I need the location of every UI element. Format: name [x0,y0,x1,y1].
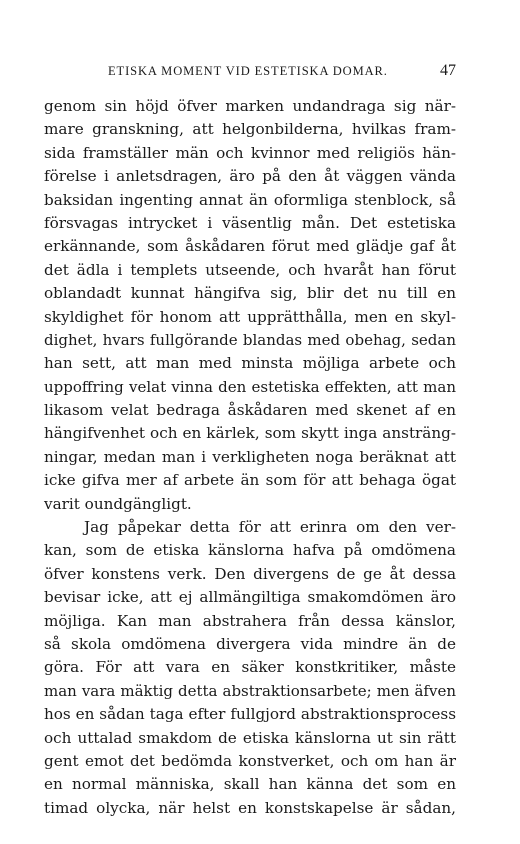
running-head [44,64,456,84]
text-line: oblandadt kunnat hängifva sig, blir det nu till en [44,284,456,303]
text-line: möjliga. Kan man abstrahera från dessa känslor, [44,611,456,630]
body-text [44,95,456,820]
paragraph-1 [44,95,456,516]
text-line: icke gifva mer af arbete än som för att behaga ögat [44,471,456,490]
text-line: han sett, att man med minsta möjliga arbete och [44,354,456,373]
text-line: göra. För att vara en säker konstkritiker, måste [44,658,456,677]
text-line: så skola omdömena divergera vida mindre än de [44,634,456,653]
text-line: likasom velat bedraga åskådaren med skenet af en [44,401,456,420]
text-line: erkännande, som åskådaren förut med glädje gaf åt [44,237,456,256]
text-line: hängifvenhet och en kärlek, som skytt inga ansträng- [44,424,456,443]
text-line: kan, som de etiska känslorna hafva på omdömena [44,541,456,560]
text-line: uppoffring velat vinna den estetiska effekten, att man [44,377,456,396]
text-line: försvagas intrycket i väsentlig mån. Det estetiska [44,213,456,232]
text-line: mare granskning, att helgonbilderna, hvilkas fram- [44,120,456,139]
page-number: 47 [440,62,456,79]
text-line: och uttalad smakdom de etiska känslorna ut sin rätt [44,728,456,747]
text-line: genom sin höjd öfver marken undandraga sig när- [44,97,456,115]
text-line: baksidan ingenting annat än oformliga stenblock, så [44,190,456,209]
text-line: en normal människa, skall han känna det som en [44,775,456,794]
text-line: man vara mäktig detta abstraktionsarbete; men äfven [44,681,456,700]
text-line: ningar, medan man i verkligheten noga beräknat att [44,447,456,466]
text-line: timad olycka, när helst en konstskapelse är sådan, [44,798,456,817]
text-line: sida framställer män och kvinnor med religiös hän- [44,143,456,162]
text-line: förelse i anletsdragen, äro på den åt väggen vända [44,167,456,186]
text-line: gent emot det bedömda konstverket, och om han är [44,751,456,770]
text-line: Jag påpekar detta för att erinra om den ver- [84,518,456,537]
text-line: dighet, hvars fullgörande blandas med obehag, sedan [44,330,456,349]
text-line: det ädla i templets utseende, och hvaråt han förut [44,260,456,279]
text-line: öfver konstens verk. Den divergens de ge åt dessa [44,564,456,583]
paragraph-2 [44,516,456,820]
text-line: hos en sådan taga efter fullgjord abstraktionsprocess [44,705,456,724]
text-line: varit oundgängligt. [44,494,192,513]
text-line: skyldighet för honom att upprätthålla, men en skyl- [44,307,456,326]
text-line: bevisar icke, att ej allmängiltiga smakomdömen äro [44,588,456,607]
running-title: ETISKA MOMENT VID ESTETISKA DOMAR. [108,64,388,78]
